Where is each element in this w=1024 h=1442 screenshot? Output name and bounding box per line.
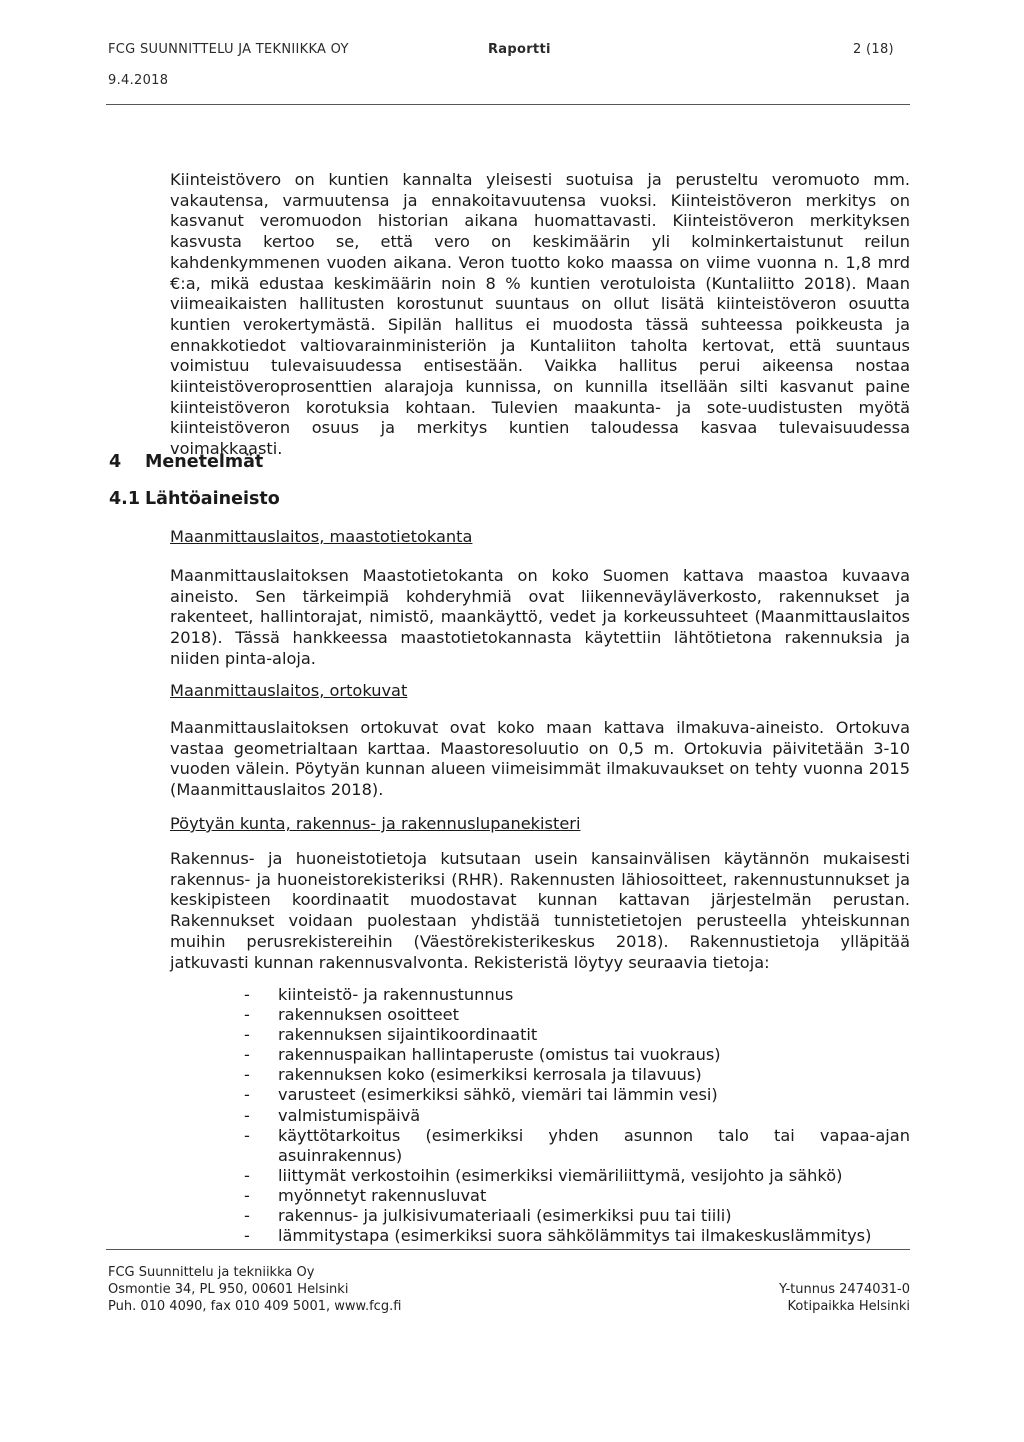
subsection-number: 4.1 xyxy=(109,489,141,509)
list-item: - lämmitystapa (esimerkiksi suora sähkölämmitys tai ilmakeskuslämmitys) xyxy=(244,1226,910,1246)
header-page-number: 2 (18) xyxy=(853,42,894,57)
header-date: 9.4.2018 xyxy=(108,73,169,88)
section-number: 4 xyxy=(109,452,122,472)
list-item: - kiinteistö- ja rakennustunnus xyxy=(244,985,910,1005)
footer-company: FCG Suunnittelu ja tekniikka Oy xyxy=(108,1265,315,1280)
footer-business-id: Y-tunnus 2474031-0 xyxy=(779,1282,910,1297)
register-items-list xyxy=(244,985,910,1246)
list-item: - rakennus- ja julkisivumateriaali (esimerkiksi puu tai tiili) xyxy=(244,1206,910,1226)
list-item: - myönnetyt rakennusluvat xyxy=(244,1186,910,1206)
section-heading xyxy=(109,452,263,472)
list-item: - varusteet (esimerkiksi sähkö, viemäri tai lämmin vesi) xyxy=(244,1085,910,1105)
list-item: - rakennuksen koko (esimerkiksi kerrosala ja tilavuus) xyxy=(244,1065,910,1085)
header-doc-type: Raportti xyxy=(488,42,551,57)
source-text-ortokuvat: Maanmittauslaitoksen ortokuvat ovat koko maan kattava ilmakuva-aineisto. Ortokuva vastaa geometrialtaan karttaa. Maastoresoluutio on 0,5 m. Ortokuvia päivitetään 3-10 vuoden välein. Pöytyän kunnan alueen viimeisimmät ilmakuvaukset on tehty vuonna 2015 (Maanmittauslaitos 2018). xyxy=(170,718,910,800)
source-title-rakennusrekisteri: Pöytyän kunta, rakennus- ja rakennuslupanekisteri xyxy=(170,814,581,833)
section-title: Menetelmät xyxy=(145,452,264,472)
source-title-maastotietokanta: Maanmittauslaitos, maastotietokanta xyxy=(170,527,473,546)
footer-company-info xyxy=(108,1264,401,1315)
footer-address: Osmontie 34, PL 950, 00601 Helsinki xyxy=(108,1282,349,1297)
source-title-ortokuvat: Maanmittauslaitos, ortokuvat xyxy=(170,681,408,700)
list-item: - rakennuksen osoitteet xyxy=(244,1005,910,1025)
source-text-maastotietokanta: Maanmittauslaitoksen Maastotietokanta on koko Suomen kattava maastoa kuvaava aineisto. Sen tärkeimpiä kohderyhmiä ovat liikenneväyläverkosto, rakennukset ja rakenteet, hallintorajat, nimistö, maankäyttö, vedet ja korkeussuhteet (Maanmittauslaitos 2018). Tässä hankkeessa maastotietokannasta käytettiin lähtötietona rakennuksia ja niiden pinta-aloja. xyxy=(170,566,910,668)
footer-contact: Puh. 010 4090, fax 010 409 5001, www.fcg.fi xyxy=(108,1299,402,1314)
intro-paragraph: Kiinteistövero on kuntien kannalta yleisesti suotuisa ja perusteltu veromuoto mm. vakautensa, varmuutensa ja ennakoitavuutensa vuoksi. Kiinteistöveron merkitys on kasvanut veromuodon historian aikana huomattavasti. Kiinteistöveron merkityksen kasvusta kertoo se, että vero on keskimäärin yli kolminkertaistunut reilun kahdenkymmenen vuoden aikana. Veron tuotto koko maassa on viime vuonna n. 1,8 mrd €:a, mikä edustaa keskimäärin noin 8 % kuntien verotuloista (Kuntaliitto 2018). Maan viimeaikaisten hallitusten korostunut suuntaus on ollut lisätä kiinteistöveron osuutta kuntien verokertymästä. Sipilän hallitus ei muodosta tässä suhteessa poikkeusta ja ennakkotiedot valtiovarainministeriön ja Kuntaliiton taholta kertovat, että suuntaus voimistuu tulevaisuudessa entisestään. Vaikka hallitus perui aikeensa nostaa kiinteistöveroprosenttien alarajoja kunnissa, on kunnilla itsellään silti kasvanut paine kiinteistöveron korotuksia kohtaan. Tulevien maakunta- ja sote-uudistusten myötä kiinteistöveron osuus ja merkitys kuntien taloudessa kasvaa tulevaisuudessa voimakkaasti. xyxy=(170,170,910,459)
list-item: - valmistumispäivä xyxy=(244,1106,910,1126)
footer-registration-info xyxy=(779,1281,910,1315)
subsection-title: Lähtöaineisto xyxy=(145,489,280,509)
list-item: - rakennuspaikan hallintaperuste (omistus tai vuokraus) xyxy=(244,1045,910,1065)
list-item: - käyttötarkoitus (esimerkiksi yhden asunnon talo tai vapaa-ajan asuinrakennus) xyxy=(244,1126,910,1166)
footer-domicile: Kotipaikka Helsinki xyxy=(787,1299,910,1314)
list-item: - liittymät verkostoihin (esimerkiksi viemäriliittymä, vesijohto ja sähkö) xyxy=(244,1166,910,1186)
list-item: - rakennuksen sijaintikoordinaatit xyxy=(244,1025,910,1045)
header-divider xyxy=(106,104,910,105)
footer-divider xyxy=(106,1249,910,1250)
header-company: FCG SUUNNITTELU JA TEKNIIKKA OY xyxy=(108,42,349,57)
source-text-rakennusrekisteri: Rakennus- ja huoneistotietoja kutsutaan usein kansainvälisen käytännön mukaisesti rakennus- ja huoneistorekisteriksi (RHR). Rakennusten lähiosoitteet, rakennustunnukset ja keskipisteen koordinaatit muodostavat kunnan kattavan järjestelmän perustan. Rakennukset voidaan puolestaan yhdistää tunnistetietojen perusteella yhteiskunnan muihin perusrekistereihin (Väestörekisterikeskus 2018). Rakennustietoja ylläpitää jatkuvasti kunnan rakennusvalvonta. Rekisteristä löytyy seuraavia tietoja: xyxy=(170,849,910,972)
subsection-heading xyxy=(109,489,280,509)
